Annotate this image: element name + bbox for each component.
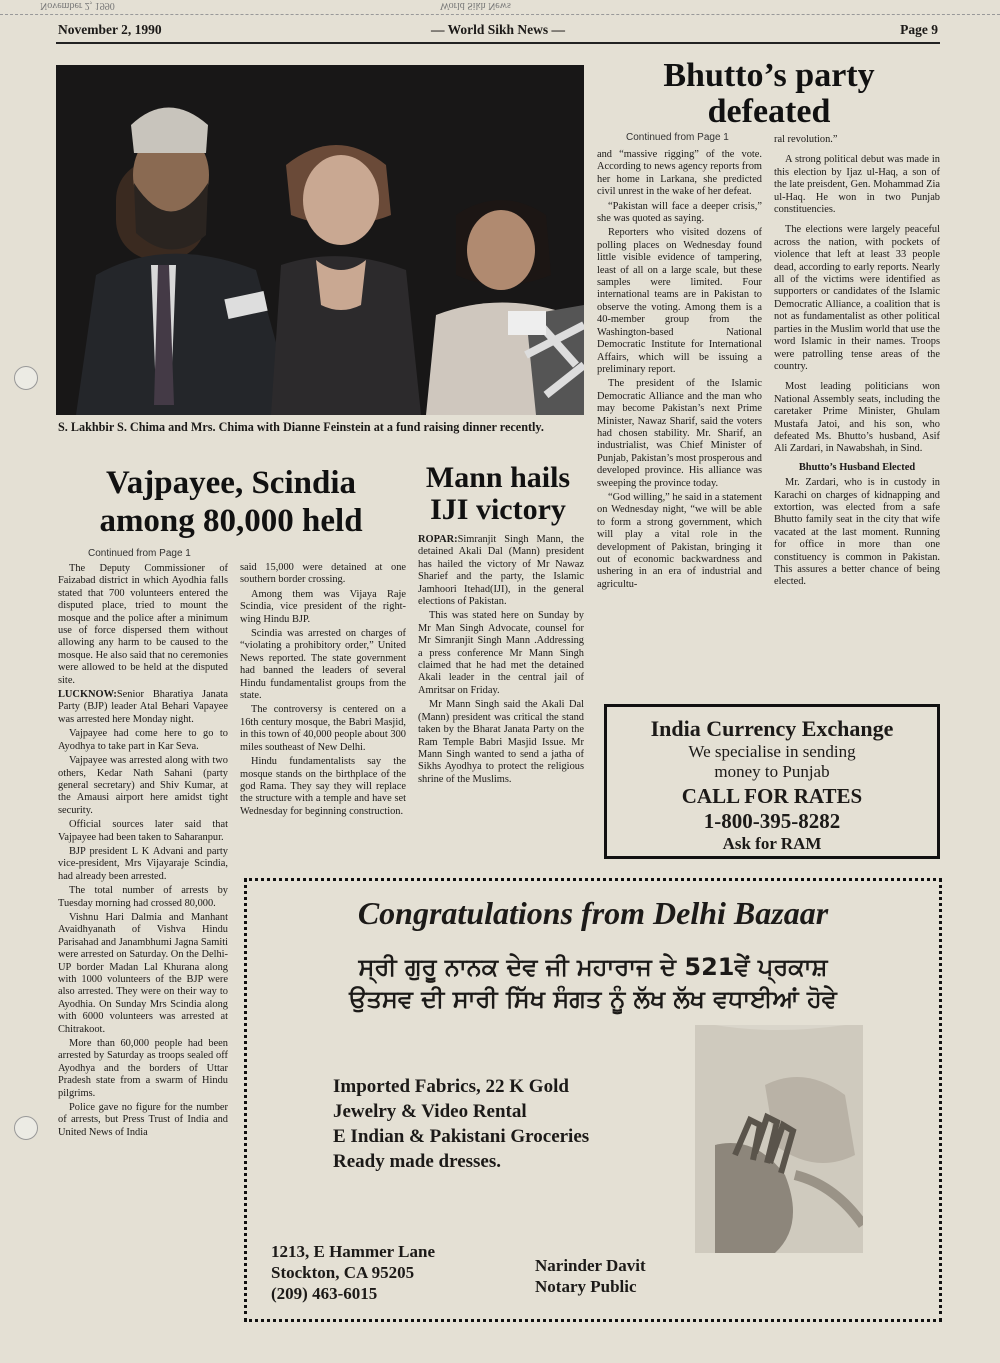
photo-illustration — [56, 65, 584, 415]
vajpayee-paragraph: said 15,000 were detained at one southern border crossing. — [240, 562, 406, 586]
ropar-text: Simranjit Singh Mann, the detained Akali Dal (Mann) president has hailed the victory of Mr Nawaz Sharief and the party, the Islamic Jamhoori Itehad(IJI), in the general elections of Pakistan. — [418, 534, 584, 608]
bhutto-continued: Continued from Page 1 — [626, 132, 729, 143]
bhutto-paragraph: “Pakistan will face a deeper crisis,” she was quoted as saying. — [597, 200, 762, 225]
bhutto-paragraph: Mr. Zardari, who is in custody in Karachi on charges of kidnapping and extortion, was elected from a safe Bhutto family seat in the city that wife vacated at the last moment. Running for office in more than one constituency is common in Pakistan. This assures a better chance of being elected. — [774, 477, 940, 588]
currency-ad-line: We specialise in sending — [688, 742, 856, 761]
currency-ad-line: money to Punjab — [714, 762, 830, 781]
vajpayee-paragraph: More than 60,000 people had been arrested by Saturday as troops sealed off Ayodhya and the borders of Uttar Pradesh state from a swarm of Hindu pilgrims. — [58, 1038, 228, 1099]
mann-lead-paragraph — [418, 534, 584, 608]
address-phone: (209) 463-6015 — [271, 1284, 378, 1303]
bazaar-address — [271, 1241, 435, 1304]
address-line: 1213, E Hammer Lane — [271, 1242, 436, 1261]
currency-ad-cta: CALL FOR RATES — [681, 784, 863, 808]
mann-column — [418, 534, 584, 788]
dateline-ropar: ROPAR: — [418, 534, 458, 545]
vajpayee-headline: Vajpayee, Scindia among 80,000 held — [99, 465, 363, 539]
guru-portrait — [695, 1025, 863, 1253]
bhutto-paragraph: ral revolution.” — [774, 134, 838, 145]
bazaar-punjabi-line-1: ਸ੍ਰੀ ਗੁਰੂ ਨਾਨਕ ਦੇਵ ਜੀ ਮਹਾਰਾਜ ਦੇ 521ਵੇਂ ਪ੍ਰਕਾਸ਼ — [358, 953, 828, 981]
vajpayee-lucknow-paragraph — [58, 689, 228, 726]
vajpayee-paragraph: Vajpayee had come here to go to Ayodhya to take part in Kar Seva. — [58, 728, 228, 752]
bhutto-column-1 — [597, 149, 762, 593]
bazaar-punjabi-line-2: ਉਤਸਵ ਦੀ ਸਾਰੀ ਸਿੱਖ ਸੰਗਤ ਨੂੰ ਲੱਖ ਲੱਖ ਵਧਾਈਆਂ ਹੋਵੇ — [349, 985, 837, 1013]
currency-ad-contact: Ask for RAM — [722, 834, 822, 853]
vajpayee-paragraph: Scindia was arrested on charges of “violating a prohibitory order,” United News reported. The state government had banned the leaders of several Hindu fundamentalist groups from the state. — [240, 628, 406, 702]
bhutto-paragraph: The president of the Islamic Democratic Alliance and the man who may become Pakistan’s next Prime Minister, Nawaz Sharif, said the voters had chosen stability. Mr. Sharif, an industrialist, was Chief Minister of Punjab, Pakistan’s most prosperous and developed province. His alliance was sweeping the province today. — [597, 378, 762, 489]
bazaar-notary — [535, 1255, 646, 1297]
bleed-date: November 2, 1990 — [40, 0, 115, 11]
vajpayee-paragraph: Vishnu Hari Dalmia and Manhant Avaidhyanath of Vishva Hindu Parisahad and Janambhumi Jagna Samiti were arrested on Saturday. On the Delhi-UP border Madan Lal Khurana along with 1000 volunteers of the BJP were also arrested. They were on their way to Ayodhia. On Sunday Mrs Scindia along with 6000 volunteers was arrested at Chitrakoot. — [58, 911, 228, 1035]
punch-hole — [14, 366, 38, 390]
bhutto-paragraph: and “massive rigging” of the vote. According to news agency reports from her home in Larkana, she predicted civil unrest in the wake of her defeat. — [597, 149, 762, 198]
bhutto-paragraph: Reporters who visited dozens of polling places on Wednesday found little visible evidence of tampering, least of all on a large scale, but these samples were limited. Four international teams are in Pakistan to observe the voting. Among them is a 40-member group from the Washington-based National Democratic Institute for International Affairs, which will be issuing a preliminary report. — [597, 227, 762, 375]
photo-caption: S. Lakhbir S. Chima and Mrs. Chima with Dianne Feinstein at a fund raising dinner recently. — [58, 420, 544, 434]
bhutto-paragraph: Most leading politicians won National Assembly seats, including the caretaker Prime Minister, Ghulam Mustafa Jatoi, and his son, who defeated Ms. Bhutto’s husband, Asif Ali Zardari, in Nawabshah, in Sind. — [774, 381, 940, 455]
lucknow-text: Senior Bharatiya Janata Party (BJP) leader Atal Behari Vapayee was arrested here Monday night. — [58, 689, 228, 725]
vajpayee-paragraph: The controversy is centered on a 16th century mosque, the Babri Masjid, in this town of 40,000 people about 300 miles southeast of New Delhi. — [240, 704, 406, 753]
header-rule — [56, 42, 940, 44]
bleed-through-strip — [0, 0, 1000, 14]
top-divider — [0, 14, 1000, 15]
bhutto-subhead: Bhutto’s Husband Elected — [798, 461, 916, 473]
mann-headline: Mann hails IJI victory — [425, 461, 571, 526]
address-line: Stockton, CA 95205 — [271, 1263, 415, 1282]
bazaar-item: E Indian & Pakistani Groceries — [333, 1126, 590, 1147]
notary-title: Notary Public — [535, 1277, 637, 1296]
header-paper-name: — World Sikh News — — [430, 22, 566, 37]
bhutto-paragraph: A strong political debut was made in this election by Ijaz ul-Haq, a son of the late preisdent, Gen. Mohammad Zia ul-Haq. He won in two Punjab constituencies. — [774, 154, 940, 216]
vajpayee-paragraph: The Deputy Commissioner of Faizabad district in which Ayodhia falls stated that 700 volunteers entered the disputed place, tried to mount the mosque and the police after a minimum use of force dispersed them without allowing any harm to be caused to the mosque. He also said that no ceremonies were allowed to be held at the disputed site. — [58, 563, 228, 686]
vajpayee-column-2 — [240, 562, 406, 820]
header-date: November 2, 1990 — [58, 22, 162, 37]
punch-hole — [14, 1116, 38, 1140]
header-page-number: Page 9 — [900, 22, 938, 37]
notary-name: Narinder Davit — [535, 1256, 646, 1275]
currency-ad-title: India Currency Exchange — [650, 716, 894, 741]
mann-paragraph: This was stated here on Sunday by Mr Man Singh Advocate, counsel for Mr Simranjit Singh Mann .Addressing a press conference Mr Mann Singh claimed that he had met the detained Akali leader in the central jail of Amritsar on Friday. — [418, 610, 584, 696]
bhutto-paragraph: “God willing,” he said in a statement on Wednesday night, “we will be able to form a strong government, which will play a vital role in the development of Pakistan, bringing it out of economic backwardness and ushering in an era of industrial and agricultu- — [597, 491, 762, 590]
vajpayee-paragraph: Vajpayee was arrested along with two others, Kedar Nath Sahani (party general secretary) and Shiv Kumar, at the Amausi airport here amidst tight security. — [58, 755, 228, 816]
delhi-bazaar-ad — [244, 878, 942, 1322]
bazaar-item: Imported Fabrics, 22 K Gold — [333, 1076, 569, 1097]
bhutto-headline: Bhutto’s party defeated — [663, 57, 875, 130]
currency-exchange-ad — [604, 704, 940, 859]
dateline-lucknow: LUCKNOW: — [58, 689, 117, 701]
vajpayee-paragraph: Police gave no figure for the number of arrests, but Press Trust of India and United News of India — [58, 1102, 228, 1138]
mann-paragraph: Mr Mann Singh said the Akali Dal (Mann) president was critical the stand taken by the Bharat Janata Party on the Ram Temple Babri Masjid Issue. Mr Mann Singh wanted to send a jatha of Sikhs Ayodhya to protect the religious shrine of the Muslims. — [418, 699, 584, 785]
bleed-paper: World Sikh News — [440, 0, 511, 11]
bazaar-item: Jewelry & Video Rental — [333, 1101, 527, 1122]
bhutto-column-2 — [774, 134, 940, 591]
page-header — [58, 22, 938, 42]
bazaar-item: Ready made dresses. — [333, 1151, 502, 1172]
event-photo — [56, 65, 584, 415]
vajpayee-paragraph: Official sources later said that Vajpayee had been taken to Saharanpur. — [58, 819, 228, 843]
vajpayee-continued: Continued from Page 1 — [88, 548, 191, 559]
bazaar-ad-title: Congratulations from Delhi Bazaar — [357, 895, 829, 931]
vajpayee-paragraph: The total number of arrests by Tuesday morning had crossed 80,000. — [58, 885, 228, 909]
vajpayee-paragraph: Hindu fundamentalists say the mosque stands on the birthplace of the god Rama. They say they will replace the structure with a temple and have set Wednesday for beginning construction. — [240, 756, 406, 817]
bazaar-items — [333, 1074, 589, 1174]
vajpayee-column-1 — [58, 563, 228, 1141]
guru-portrait-illustration — [695, 1025, 863, 1253]
vajpayee-paragraph: Among them was Vijaya Raje Scindia, vice president of the right-wing Hindu BJP. — [240, 588, 406, 625]
currency-ad-phone: 1-800-395-8282 — [703, 809, 841, 833]
vajpayee-paragraph: BJP president L K Advani and party vice-president, Mrs Vijayaraje Scindia, had already been arrested. — [58, 845, 228, 882]
bhutto-paragraph: The elections were largely peaceful across the nation, with pockets of violence that left at least 33 people dead, according to early reports. Nearly all of the victims were identified as supporters or candidates of the Islamic Democratic Alliance, a coalition that is not as fundamentalist as other political parties in the Muslim world that use the word Islamic in their names. Troops were patrolling tense areas of the country. — [774, 224, 940, 372]
